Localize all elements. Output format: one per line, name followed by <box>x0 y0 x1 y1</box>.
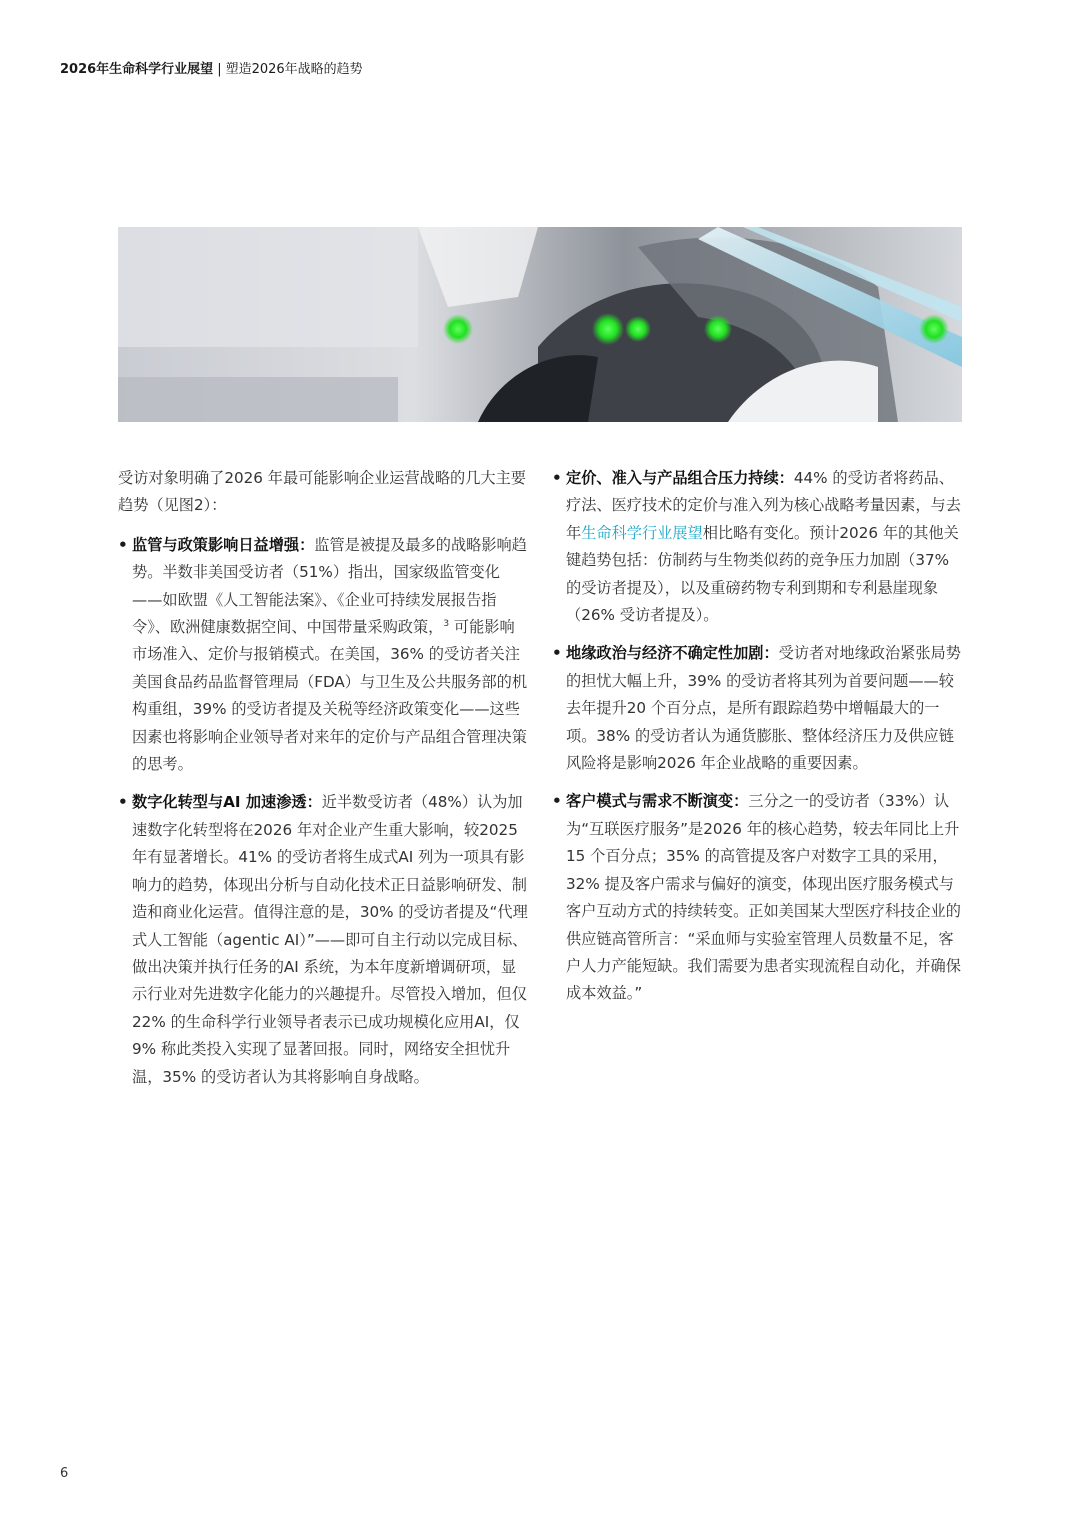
outlook-link[interactable]: 生命科学行业展望 <box>581 523 703 542</box>
lab-photo-illustration <box>118 227 962 422</box>
bullet-icon: • <box>118 793 128 812</box>
trend-item-customer <box>552 788 962 1007</box>
trend-text: 44% 的受访者将药品、疗法、医疗技术的定价与准入列为核心战略考量因素，与去年 <box>566 469 961 542</box>
trend-item-digital-ai <box>118 789 528 1090</box>
trend-text: 受访者对地缘政治紧张局势的担忧大幅上升，39% 的受访者将其列为首要问题——较去年提升20 个百分点，是所有跟踪趋势中增幅最大的一项。38% 的受访者认为通货膨胀、整体经济压力及供应链风险将是影响2026 年企业战略的重要因素。 <box>566 644 961 773</box>
bullet-icon: • <box>552 469 562 487</box>
bullet-icon: • <box>118 535 128 554</box>
page-number: 6 <box>60 1466 69 1481</box>
trend-text-continued: 相比略有变化。预计2026 年的其他关键趋势包括：仿制药与生物类似药的竞争压力加剧（37% 的受访者提及），以及重磅药物专利到期和专利悬崖现象（26% 受访者提及）。 <box>566 523 959 625</box>
footnote-ref[interactable]: 3 <box>443 618 450 629</box>
section-subtitle: 塑造2026年战略的趋势 <box>225 62 363 77</box>
intro-paragraph: 受访对象明确了2026 年最可能影响企业运营战略的几大主要趋势（见图2）： <box>118 469 526 515</box>
left-column <box>118 465 528 1102</box>
bullet-icon: • <box>552 644 562 663</box>
trend-item-regulation <box>118 532 528 779</box>
trend-title: 监管与政策影响日益增强： <box>132 535 315 554</box>
trend-title: 客户模式与需求不断演变： <box>566 792 749 811</box>
trend-text: 近半数受访者（48%）认为加速数字化转型将在2026 年对企业产生重大影响，较2025 年有显著增长。41% 的受访者将生成式AI 列为一项具有影响力的趋势，体现出分析与自动化技术正日益影响研发、制造和商业化运营。值得注意的是，30% 的受访者提及“代理式人工智能（agentic AI）”——即可自主行动以完成目标、做出决策并执行任务的AI 系统，为本年度新增调研项，显示行业对先进数字化能力的兴趣提升。尽管投入增加，但仅22% 的生命科学行业领导者表示已成功规模化应用AI，仅9% 称此类投入实现了显著回报。同时，网络安全担忧升温，35% 的受访者认为其将影响自身战略。 <box>132 793 528 1086</box>
trend-text-continued: 可能影响市场准入、定价与报销模式。在美国，36% 的受访者关注美国食品药品监督管理局（FDA）与卫生及公共服务部的机构重组，39% 的受访者提及关税等经济政策变化——这些因素也将影响企业领导者对来年的定价与产品组合管理决策的思考。 <box>132 618 528 774</box>
trend-item-pricing <box>552 465 962 629</box>
report-title: 2026年生命科学行业展望 <box>60 62 214 77</box>
hero-image <box>118 227 962 422</box>
header-separator: | <box>217 62 222 77</box>
trend-item-geopolitics <box>552 640 962 777</box>
running-header <box>60 58 363 77</box>
trend-text: 三分之一的受访者（33%）认为“互联医疗服务”是2026 年的核心趋势，较去年同比上升15 个百分点；35% 的高管提及客户对数字工具的采用，32% 提及客户需求与偏好的演变，体现出医疗服务模式与客户互动方式的持续转变。正如美国某大型医疗科技企业的供应链高管所言：“采血师与实验室管理人员数量不足，客户人力产能短缺。我们需要为患者实现流程自动化，并确保成本效益。” <box>566 792 961 1003</box>
bullet-icon: • <box>552 792 562 811</box>
trend-title: 数字化转型与AI 加速渗透： <box>132 793 322 812</box>
trend-title: 定价、准入与产品组合压力持续： <box>566 469 794 487</box>
right-column <box>552 465 962 1019</box>
trend-title: 地缘政治与经济不确定性加剧： <box>566 644 779 663</box>
trend-text: 监管是被提及最多的战略影响趋势。半数非美国受访者（51%）指出，国家级监管变化——如欧盟《人工智能法案》、《企业可持续发展报告指令》、欧洲健康数据空间、中国带量采购政策， <box>132 535 527 637</box>
